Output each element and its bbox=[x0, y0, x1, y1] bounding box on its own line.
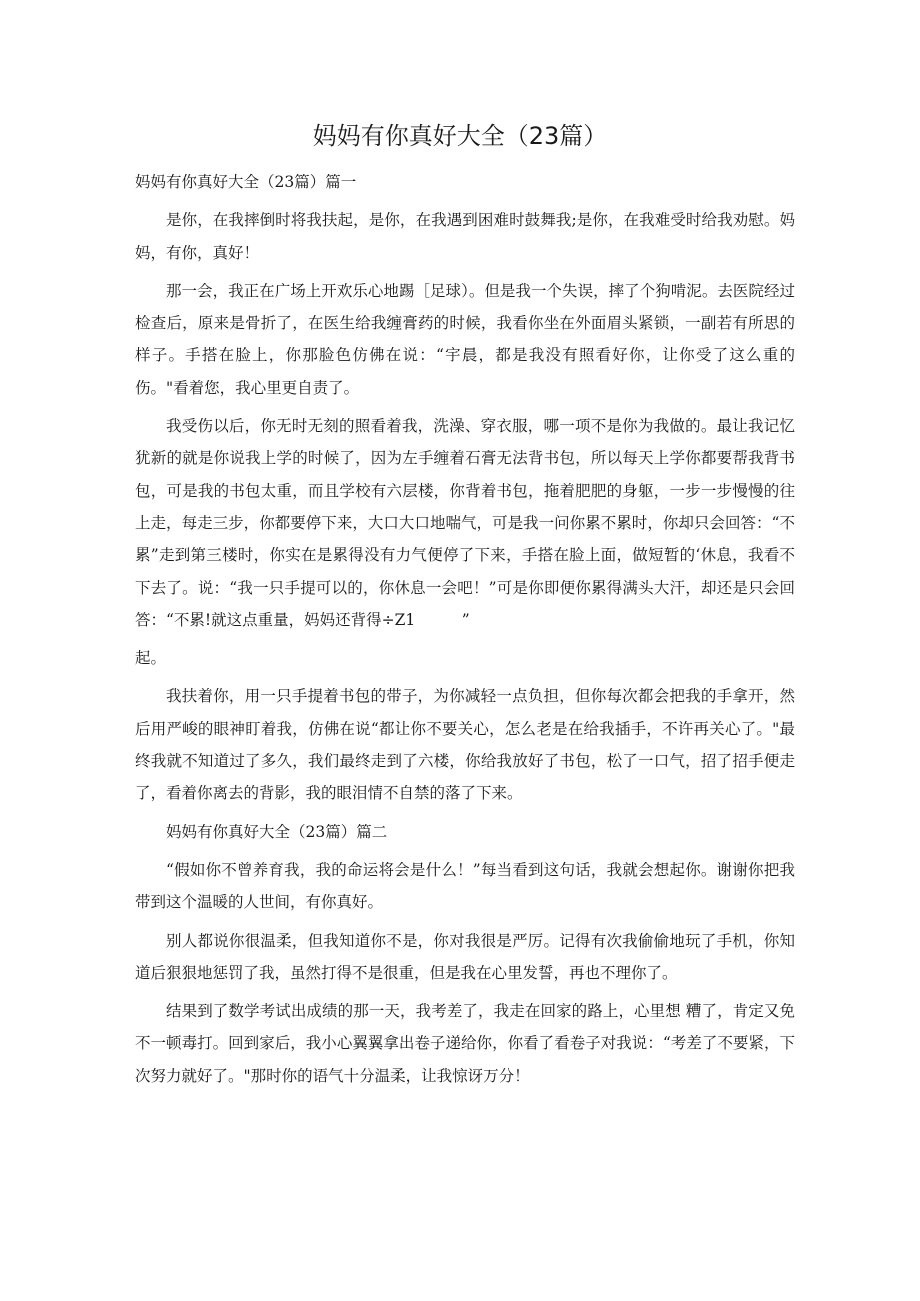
paragraph: 别人都说你很温柔，但我知道你不是，你对我很是严厉。记得有次我偷偷地玩了手机，你知道后狠狠地惩罚了我，虽然打得不是很重，但是我在心里发誓，再也不理你了。 bbox=[135, 931, 795, 982]
section-heading-2: 妈妈有你真好大全（23篇）篇二 bbox=[166, 822, 388, 841]
orphan-line: 起。 bbox=[135, 649, 167, 668]
paragraph: 结果到了数学考试出成绩的那一天，我考差了，我走在回家的路上，心里想 糟了，肯定又免不一顿毒打。回到家后，我小心翼翼拿出卷子递给你，你看了看卷子对我说：“考差了不要紧，下次努力就好了。"那时你的语气十分温柔，让我惊讶万分！ bbox=[135, 1002, 795, 1085]
paragraph: “假如你不曾养育我，我的命运将会是什么！”每当看到这句话，我就会想起你。谢谢你把我带到这个温暖的人世间，有你真好。 bbox=[135, 860, 795, 912]
document-body bbox=[135, 166, 795, 1098]
paragraph: 我受伤以后，你无时无刻的照看着我，洗澡、穿衣服，哪一项不是你为我做的。最让我记忆犹新的就是你说我上学的时候了，因为左手缠着石膏无法背书包，所以每天上学你都要帮我背书包，可是我的书包太重，而且学校有六层楼，你背着书包，拖着肥肥的身躯，一步一步慢慢的往上走，每走三步，你都要停下来，大口大口地喘气，可是我一问你累不累时，你却只会回答：“不累”走到第三楼时，你实在是累得没有力气便停了下来，手搭在脸上面，做短暂的‘休息，我看不下去了。说：“我一只手提可以的，你休息一会吧！”可是你即便你累得满头大汗，却还是只会回答：“不累!就这点重量，妈妈还背得÷Z1 ” bbox=[135, 417, 795, 629]
paragraph: 我扶着你，用一只手提着书包的带子，为你减轻一点负担，但你每次都会把我的手拿开，然后用严峻的眼神盯着我，仿佛在说“都让你不要关心，怎么老是在给我插手，不许再关心了。"最终我就不知道过了多久，我们最终走到了六楼，你给我放好了书包，松了一口气，招了招手便走了，看着你离去的背影，我的眼泪情不自禁的落了下来。 bbox=[135, 687, 795, 803]
paragraph: 那一会，我正在广场上开欢乐心地踢［足球）。但是我一个失误，摔了个狗啃泥。去医院经过检查后，原来是骨折了，在医生给我缠膏药的时候，我看你坐在外面眉头紧锁，一副若有所思的样子。手搭在脸上，你那脸色仿佛在说：“宇晨，都是我没有照看好你，让你受了这么重的伤。"看着您，我心里更自责了。 bbox=[135, 281, 795, 397]
document-title: 妈妈有你真好大全（23篇） bbox=[312, 122, 608, 150]
paragraph: 是你，在我摔倒时将我扶起，是你，在我遇到困难时鼓舞我;是你，在我难受时给我劝慰。妈妈，有你，真好！ bbox=[135, 211, 795, 262]
section-heading-1: 妈妈有你真好大全（23篇）篇一 bbox=[135, 173, 357, 191]
